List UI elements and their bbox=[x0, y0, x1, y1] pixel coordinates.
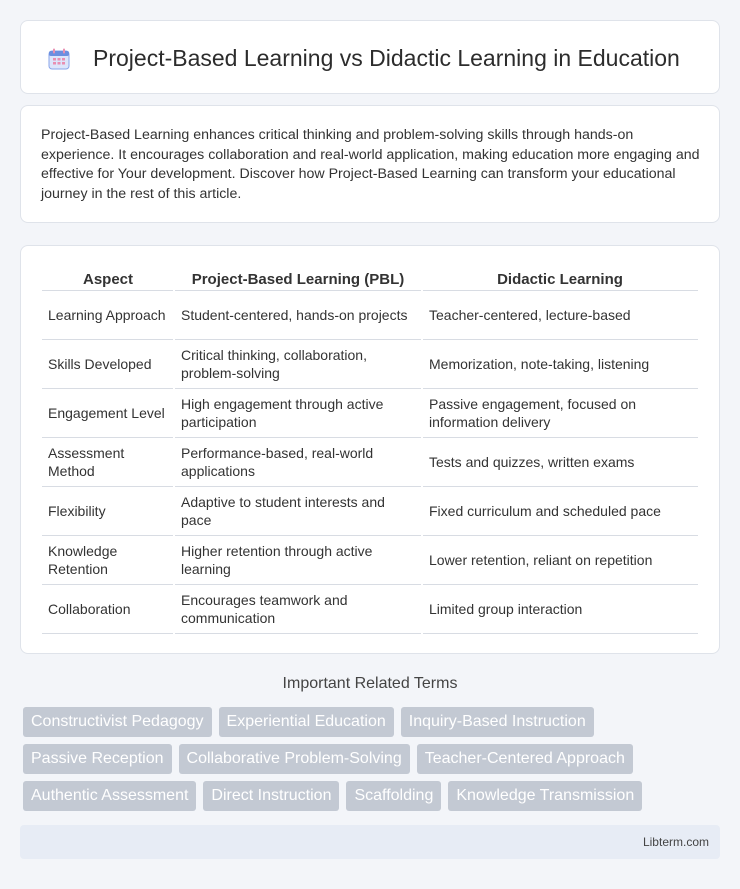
table-cell: Teacher-centered, lecture-based bbox=[422, 290, 698, 339]
table-row bbox=[42, 486, 698, 535]
table-cell: Fixed curriculum and scheduled pace bbox=[422, 486, 698, 535]
table-cell: Engagement Level bbox=[42, 388, 174, 437]
footer-brand-link[interactable]: Libterm.com bbox=[642, 835, 709, 849]
table-row bbox=[42, 290, 698, 339]
table-cell: Collaboration bbox=[42, 584, 174, 633]
footer bbox=[20, 825, 720, 859]
header-card bbox=[20, 20, 720, 94]
tag-knowledge-transmission[interactable]: Knowledge Transmission bbox=[448, 781, 642, 811]
column-header: Project-Based Learning (PBL) bbox=[174, 266, 422, 290]
table-cell: Limited group interaction bbox=[422, 584, 698, 633]
table-row bbox=[42, 584, 698, 633]
table-cell: Lower retention, reliant on repetition bbox=[422, 535, 698, 584]
tag-authentic-assessment[interactable]: Authentic Assessment bbox=[23, 781, 196, 811]
tag-inquiry-based-instruction[interactable]: Inquiry-Based Instruction bbox=[401, 707, 594, 737]
table-row bbox=[42, 535, 698, 584]
table-cell: Tests and quizzes, written exams bbox=[422, 437, 698, 486]
table-cell: Knowledge Retention bbox=[42, 535, 174, 584]
table-cell: Performance-based, real-world applications bbox=[174, 437, 422, 486]
table-cell: Memorization, note-taking, listening bbox=[422, 339, 698, 388]
table-cell: Student-centered, hands-on projects bbox=[174, 290, 422, 339]
intro-paragraph: Project-Based Learning enhances critical thinking and problem-solving skills through hands-on experience. It encourages collaboration and real-world application, making education more engaging and effective for Your development. Discover how Project-Based Learning can transform your educational journey in the rest of this article. bbox=[41, 127, 700, 202]
table-cell: Encourages teamwork and communication bbox=[174, 584, 422, 633]
table-row bbox=[42, 388, 698, 437]
page-title: Project-Based Learning vs Didactic Learning in Education bbox=[93, 45, 680, 71]
tag-direct-instruction[interactable]: Direct Instruction bbox=[203, 781, 339, 811]
table-cell: Learning Approach bbox=[42, 290, 174, 339]
related-terms-title: Important Related Terms bbox=[282, 675, 458, 692]
tag-collaborative-problem-solving[interactable]: Collaborative Problem-Solving bbox=[179, 744, 410, 774]
tag-row bbox=[23, 707, 723, 737]
tag-teacher-centered-approach[interactable]: Teacher-Centered Approach bbox=[417, 744, 633, 774]
table-header-row bbox=[42, 266, 698, 290]
calendar-grid-icon bbox=[47, 47, 71, 71]
table-cell: Higher retention through active learning bbox=[174, 535, 422, 584]
related-terms-list bbox=[23, 707, 723, 818]
table-cell: Critical thinking, collaboration, problem-solving bbox=[174, 339, 422, 388]
column-header: Didactic Learning bbox=[422, 266, 698, 290]
comparison-table bbox=[42, 266, 698, 634]
intro-card bbox=[20, 105, 720, 223]
table-row bbox=[42, 339, 698, 388]
table-cell: Skills Developed bbox=[42, 339, 174, 388]
tag-row bbox=[23, 781, 723, 811]
table-row bbox=[42, 437, 698, 486]
tag-row bbox=[23, 744, 723, 774]
table-cell: Adaptive to student interests and pace bbox=[174, 486, 422, 535]
comparison-card bbox=[20, 245, 720, 654]
tag-experiential-education[interactable]: Experiential Education bbox=[219, 707, 394, 737]
tag-constructivist-pedagogy[interactable]: Constructivist Pedagogy bbox=[23, 707, 212, 737]
column-header: Aspect bbox=[42, 266, 174, 290]
table-cell: Flexibility bbox=[42, 486, 174, 535]
table-cell: High engagement through active participation bbox=[174, 388, 422, 437]
tag-passive-reception[interactable]: Passive Reception bbox=[23, 744, 172, 774]
table-cell: Passive engagement, focused on information delivery bbox=[422, 388, 698, 437]
table-cell: Assessment Method bbox=[42, 437, 174, 486]
tag-scaffolding[interactable]: Scaffolding bbox=[346, 781, 441, 811]
